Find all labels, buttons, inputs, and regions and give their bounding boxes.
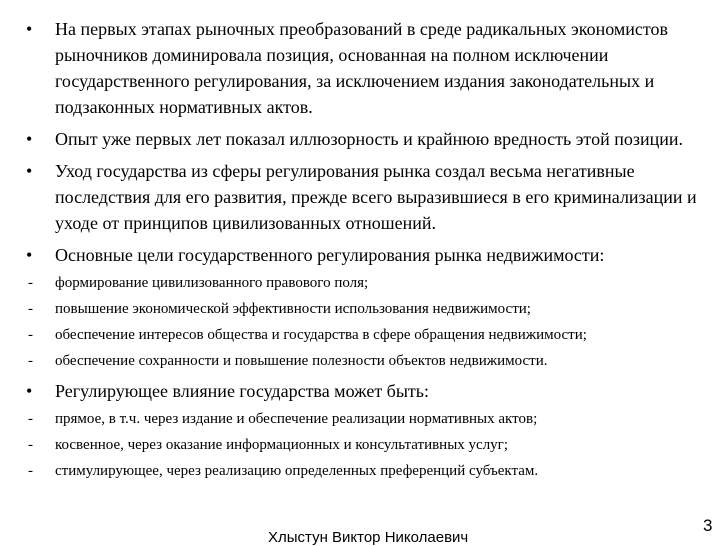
dash-item: [20, 410, 710, 429]
dash-text: обеспечение сохранности и повышение полезности объектов недвижимости.: [55, 353, 548, 369]
bullet-item: [20, 16, 710, 120]
bullet-marker: •: [26, 19, 33, 39]
bullet-item: [20, 378, 710, 404]
bullet-marker: •: [26, 381, 33, 401]
bullet-marker: •: [26, 245, 33, 265]
dash-item: [20, 462, 710, 481]
dash-text: косвенное, через оказание информационных и консультативных услуг;: [55, 437, 508, 453]
dash-marker: -: [28, 411, 33, 427]
bullet-marker: •: [26, 129, 33, 149]
page-number: 3: [703, 516, 713, 535]
bullet-text: Основные цели государственного регулирования рынка недвижимости:: [55, 245, 605, 265]
dash-text: повышение экономической эффективности использования недвижимости;: [55, 301, 531, 317]
dash-marker: -: [28, 353, 33, 369]
bullet-item: [20, 126, 710, 152]
dash-marker: -: [28, 275, 33, 291]
dash-item: [20, 326, 710, 345]
dash-text: формирование цивилизованного правового поля;: [55, 275, 369, 291]
bullet-item: [20, 242, 710, 268]
footer-author: Хлыстун Виктор Николаевич: [268, 529, 469, 546]
dash-text: стимулирующее, через реализацию определенных преференций субъектам.: [55, 463, 539, 479]
dash-item: [20, 352, 710, 371]
bullet-text: На первых этапах рыночных преобразований в среде радикальных экономистов рыночников доминировала позиция, основанная на полном исключении государственного регулирования, за исключением издания законодательных и подзаконных нормативных актов.: [55, 19, 669, 117]
bullet-text: Регулирующее влияние государства может быть:: [55, 381, 430, 401]
dash-item: [20, 436, 710, 455]
bullet-text: Уход государства из сферы регулирования рынка создал весьма негативные последствия для его развития, прежде всего выразившиеся в его криминализации и уходе от принципов цивилизованных отношений.: [55, 161, 697, 233]
dash-item: [20, 300, 710, 319]
dash-item: [20, 274, 710, 293]
dash-text: обеспечение интересов общества и государства в сфере обращения недвижимости;: [55, 327, 587, 343]
dash-marker: -: [28, 463, 33, 479]
dash-marker: -: [28, 327, 33, 343]
dash-text: прямое, в т.ч. через издание и обеспечение реализации нормативных актов;: [55, 411, 538, 427]
bullet-text: Опыт уже первых лет показал иллюзорность и крайнюю вредность этой позиции.: [55, 129, 683, 149]
bullet-item: [20, 158, 710, 236]
bullet-marker: •: [26, 161, 33, 181]
dash-marker: -: [28, 301, 33, 317]
dash-marker: -: [28, 437, 33, 453]
slide-content: [20, 16, 710, 488]
